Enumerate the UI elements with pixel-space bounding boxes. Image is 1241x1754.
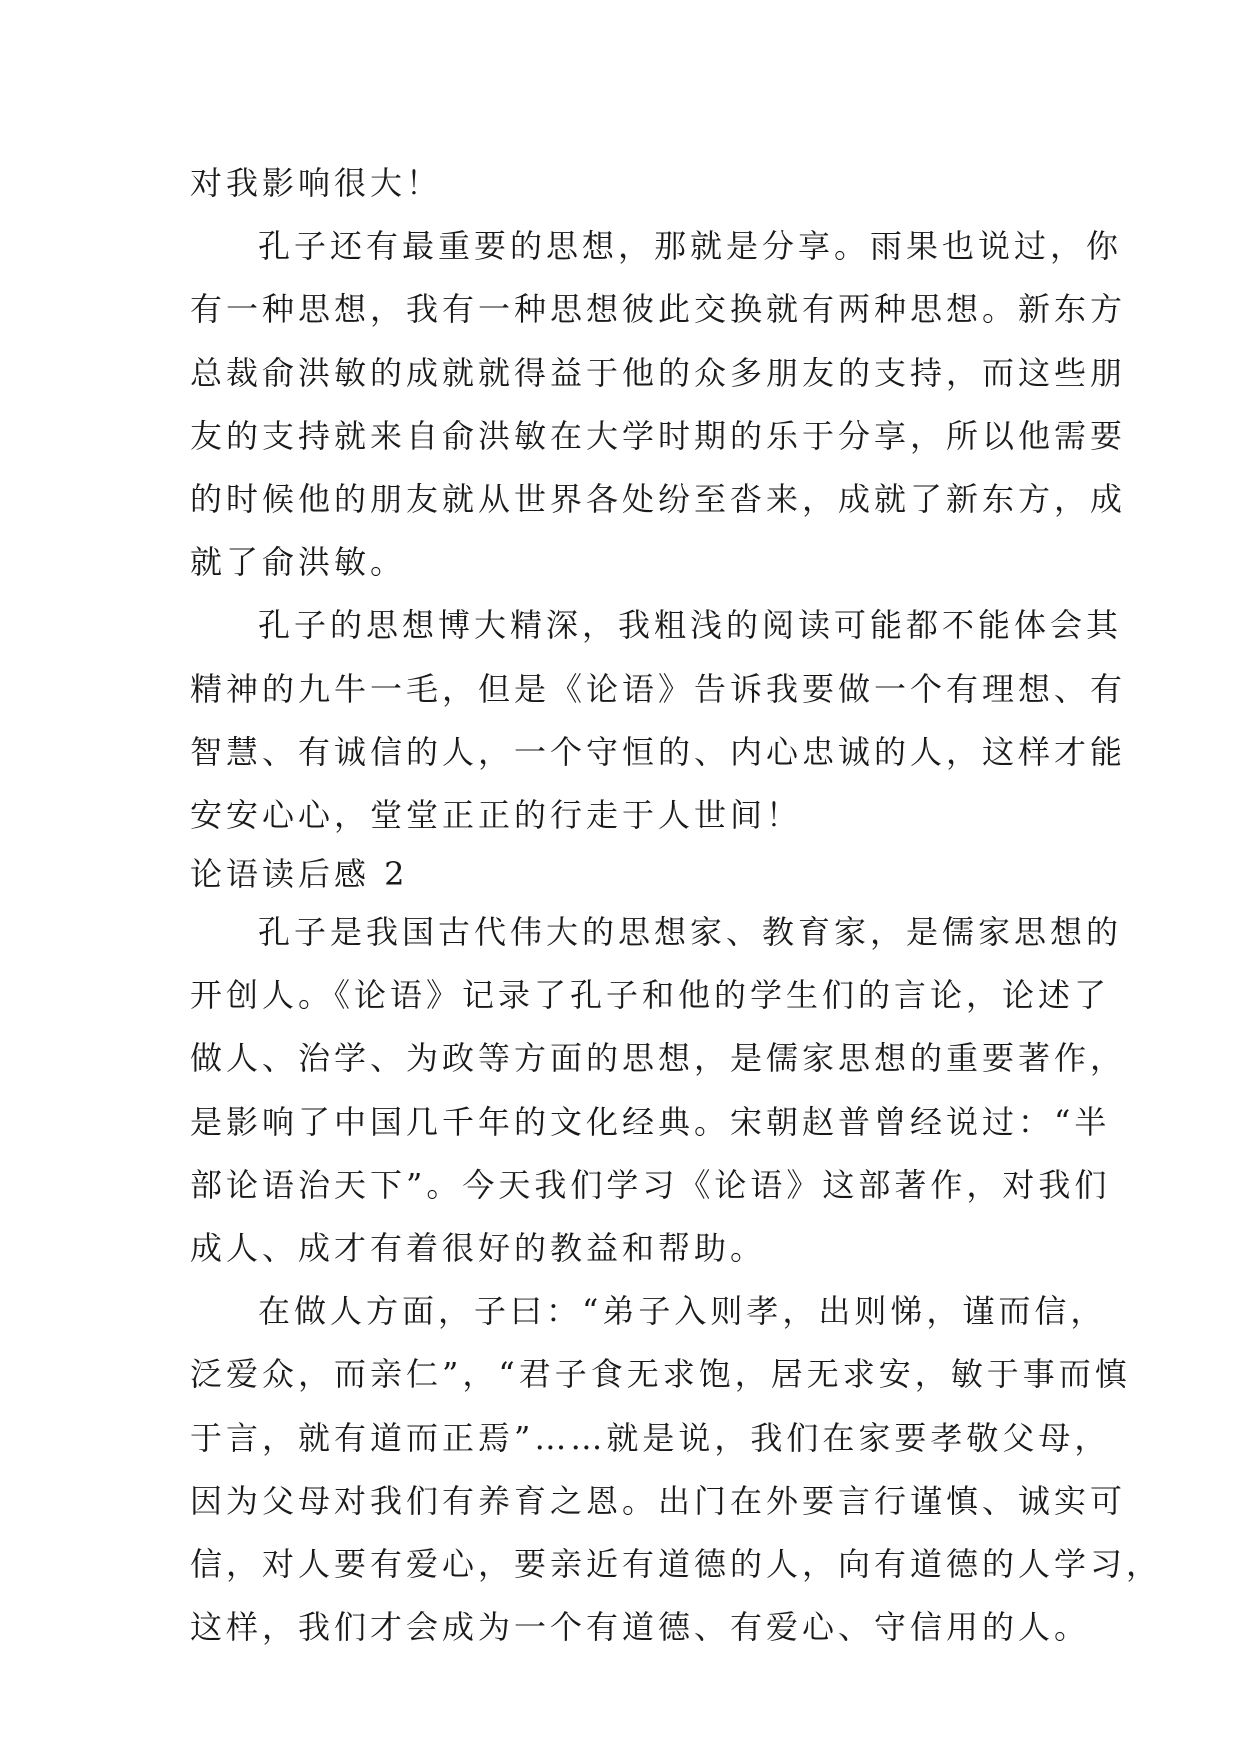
text-line: 对我影响很大！ bbox=[190, 164, 443, 202]
text-line: 孔子是我国古代伟大的思想家、教育家，是儒家思想的 bbox=[258, 913, 1123, 952]
text-line: 孔子还有最重要的思想，那就是分享。雨果也说过，你 bbox=[258, 227, 1123, 266]
text-line: 安安心心，堂堂正正的行走于人世间！ bbox=[190, 795, 803, 834]
text-line: 泛爱众，而亲仁”，“君子食无求饱，居无求安，敏于事而慎 bbox=[190, 1355, 1131, 1394]
paragraph bbox=[190, 901, 1127, 1280]
section-heading: 论语读后感 2 bbox=[190, 855, 409, 894]
text-line: 智慧、有诚信的人，一个守恒的、内心忠诚的人，这样才能 bbox=[190, 732, 1127, 771]
text-line: 在做人方面，子曰：“弟子入则孝，出则悌，谨而信， bbox=[258, 1292, 1107, 1331]
text-line: 孔子的思想博大精深，我粗浅的阅读可能都不能体会其 bbox=[258, 606, 1123, 645]
text-line: 因为父母对我们有养育之恩。出门在外要言行谨慎、诚实可 bbox=[190, 1481, 1127, 1520]
text-line: 友的支持就来自俞洪敏在大学时期的乐于分享，所以他需要 bbox=[190, 416, 1127, 455]
document-body bbox=[190, 152, 1163, 1659]
paragraph bbox=[190, 594, 1127, 847]
paragraph bbox=[190, 152, 1060, 215]
text-line: 有一种思想，我有一种思想彼此交换就有两种思想。新东方 bbox=[190, 290, 1127, 329]
text-line: 的时候他的朋友就从世界各处纷至沓来，成就了新东方，成 bbox=[190, 479, 1127, 518]
text-line: 总裁俞洪敏的成就就得益于他的众多朋友的支持，而这些朋 bbox=[190, 353, 1127, 392]
text-line: 这样，我们才会成为一个有道德、有爱心、守信用的人。 bbox=[190, 1608, 1091, 1647]
text-line: 开创人。《论语》记录了孔子和他的学生们的言论，论述了 bbox=[190, 976, 1111, 1015]
text-line: 做人、治学、为政等方面的思想，是儒家思想的重要著作， bbox=[190, 1039, 1127, 1078]
text-line: 部论语治天下”。今天我们学习《论语》这部著作，对我们 bbox=[190, 1165, 1111, 1204]
paragraph bbox=[190, 215, 1127, 594]
text-line: 成人、成才有着很好的教益和帮助。 bbox=[190, 1229, 767, 1267]
text-line: 精神的九牛一毛，但是《论语》告诉我要做一个有理想、有 bbox=[190, 669, 1127, 708]
text-line: 信，对人要有爱心，要亲近有道德的人，向有道德的人学习， bbox=[190, 1544, 1163, 1583]
text-line: 就了俞洪敏。 bbox=[190, 543, 407, 582]
paragraph bbox=[190, 1280, 1163, 1659]
text-line: 是影响了中国几千年的文化经典。宋朝赵普曾经说过：“半 bbox=[190, 1102, 1111, 1141]
text-line: 于言，就有道而正焉”……就是说，我们在家要孝敬父母， bbox=[190, 1418, 1111, 1457]
